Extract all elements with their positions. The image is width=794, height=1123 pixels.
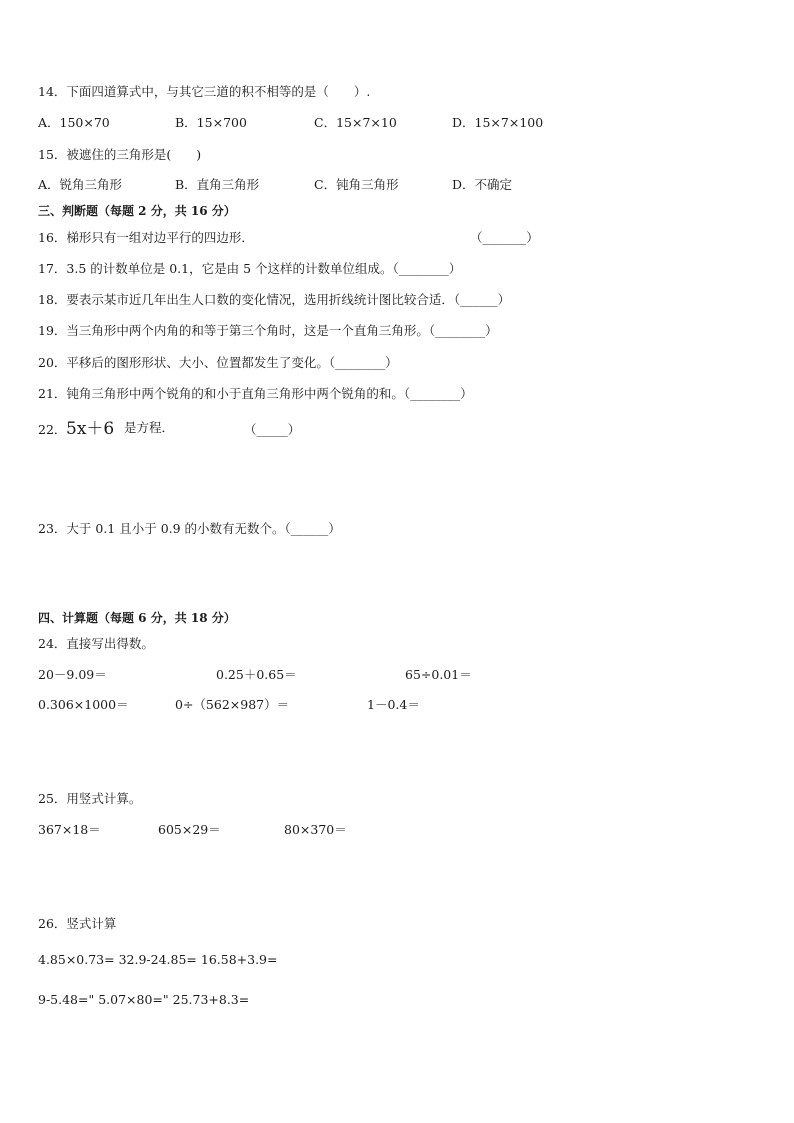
question-17-text: 17．3.5 的计数单位是 0.1，它是由 5 个这样的计数单位组成。（________） bbox=[38, 261, 462, 276]
question-15-option-c: C．钝角三角形 bbox=[314, 177, 399, 192]
section-4-heading: 四、计算题（每题 6 分，共 18 分） bbox=[38, 611, 236, 625]
question-14-option-d: D．15×7×100 bbox=[452, 115, 544, 130]
question-26-stem: 26．竖式计算 bbox=[38, 916, 117, 931]
question-14-option-c: C．15×7×10 bbox=[314, 115, 397, 130]
question-22-expression: 5x＋6 bbox=[66, 419, 115, 439]
question-25-stem: 25．用竖式计算。 bbox=[38, 791, 142, 806]
question-19-text: 19．当三角形中两个内角的和等于第三个角时，这是一个直角三角形。（________） bbox=[38, 323, 498, 338]
question-21-text: 21．钝角三角形中两个锐角的和小于直角三角形中两个锐角的和。（________） bbox=[38, 386, 473, 401]
question-25-item-3: 80×370＝ bbox=[284, 822, 347, 837]
question-15-option-b: B．直角三角形 bbox=[175, 177, 260, 192]
question-14-stem: 14．下面四道算式中，与其它三道的积不相等的是（ ）. bbox=[38, 84, 371, 99]
question-20-text: 20．平移后的图形形状、大小、位置都发生了变化。（________） bbox=[38, 355, 398, 370]
question-16-blank: （_______） bbox=[470, 230, 539, 245]
question-18-text: 18．要表示某市近几年出生人口数的变化情况，选用折线统计图比较合适．（______） bbox=[38, 292, 511, 307]
question-24-item-3: 65÷0.01＝ bbox=[405, 667, 472, 682]
question-22-blank: （_____） bbox=[244, 422, 301, 437]
question-16-text: 16．梯形只有一组对边平行的四边形． bbox=[38, 230, 254, 245]
question-26-line-1: 4.85×0.73= 32.9-24.85= 16.58+3.9= bbox=[38, 952, 278, 967]
question-25-item-2: 605×29＝ bbox=[158, 822, 221, 837]
question-15-option-d: D．不确定 bbox=[452, 177, 513, 192]
question-15-option-a: A．锐角三角形 bbox=[38, 177, 123, 192]
question-24-item-6: 1－0.4＝ bbox=[367, 697, 420, 712]
question-24-item-2: 0.25＋0.65＝ bbox=[216, 667, 297, 682]
question-15-stem: 15．被遮住的三角形是( ) bbox=[38, 147, 202, 162]
question-24-item-1: 20－9.09＝ bbox=[38, 667, 107, 682]
question-24-stem: 24．直接写出得数。 bbox=[38, 636, 154, 651]
question-22-tail: 是方程． bbox=[124, 420, 175, 435]
question-24-item-5: 0÷（562×987）＝ bbox=[175, 697, 290, 712]
question-25-item-1: 367×18＝ bbox=[38, 822, 101, 837]
question-22-number: 22． bbox=[38, 422, 67, 437]
question-14-option-a: A．150×70 bbox=[38, 115, 110, 130]
question-26-line-2: 9-5.48=" 5.07×80=" 25.73+8.3= bbox=[38, 992, 250, 1007]
question-23-text: 23．大于 0.1 且小于 0.9 的小数有无数个。（______） bbox=[38, 521, 341, 536]
section-3-heading: 三、判断题（每题 2 分，共 16 分） bbox=[38, 204, 236, 218]
question-24-item-4: 0.306×1000＝ bbox=[38, 697, 129, 712]
question-14-option-b: B．15×700 bbox=[175, 115, 247, 130]
